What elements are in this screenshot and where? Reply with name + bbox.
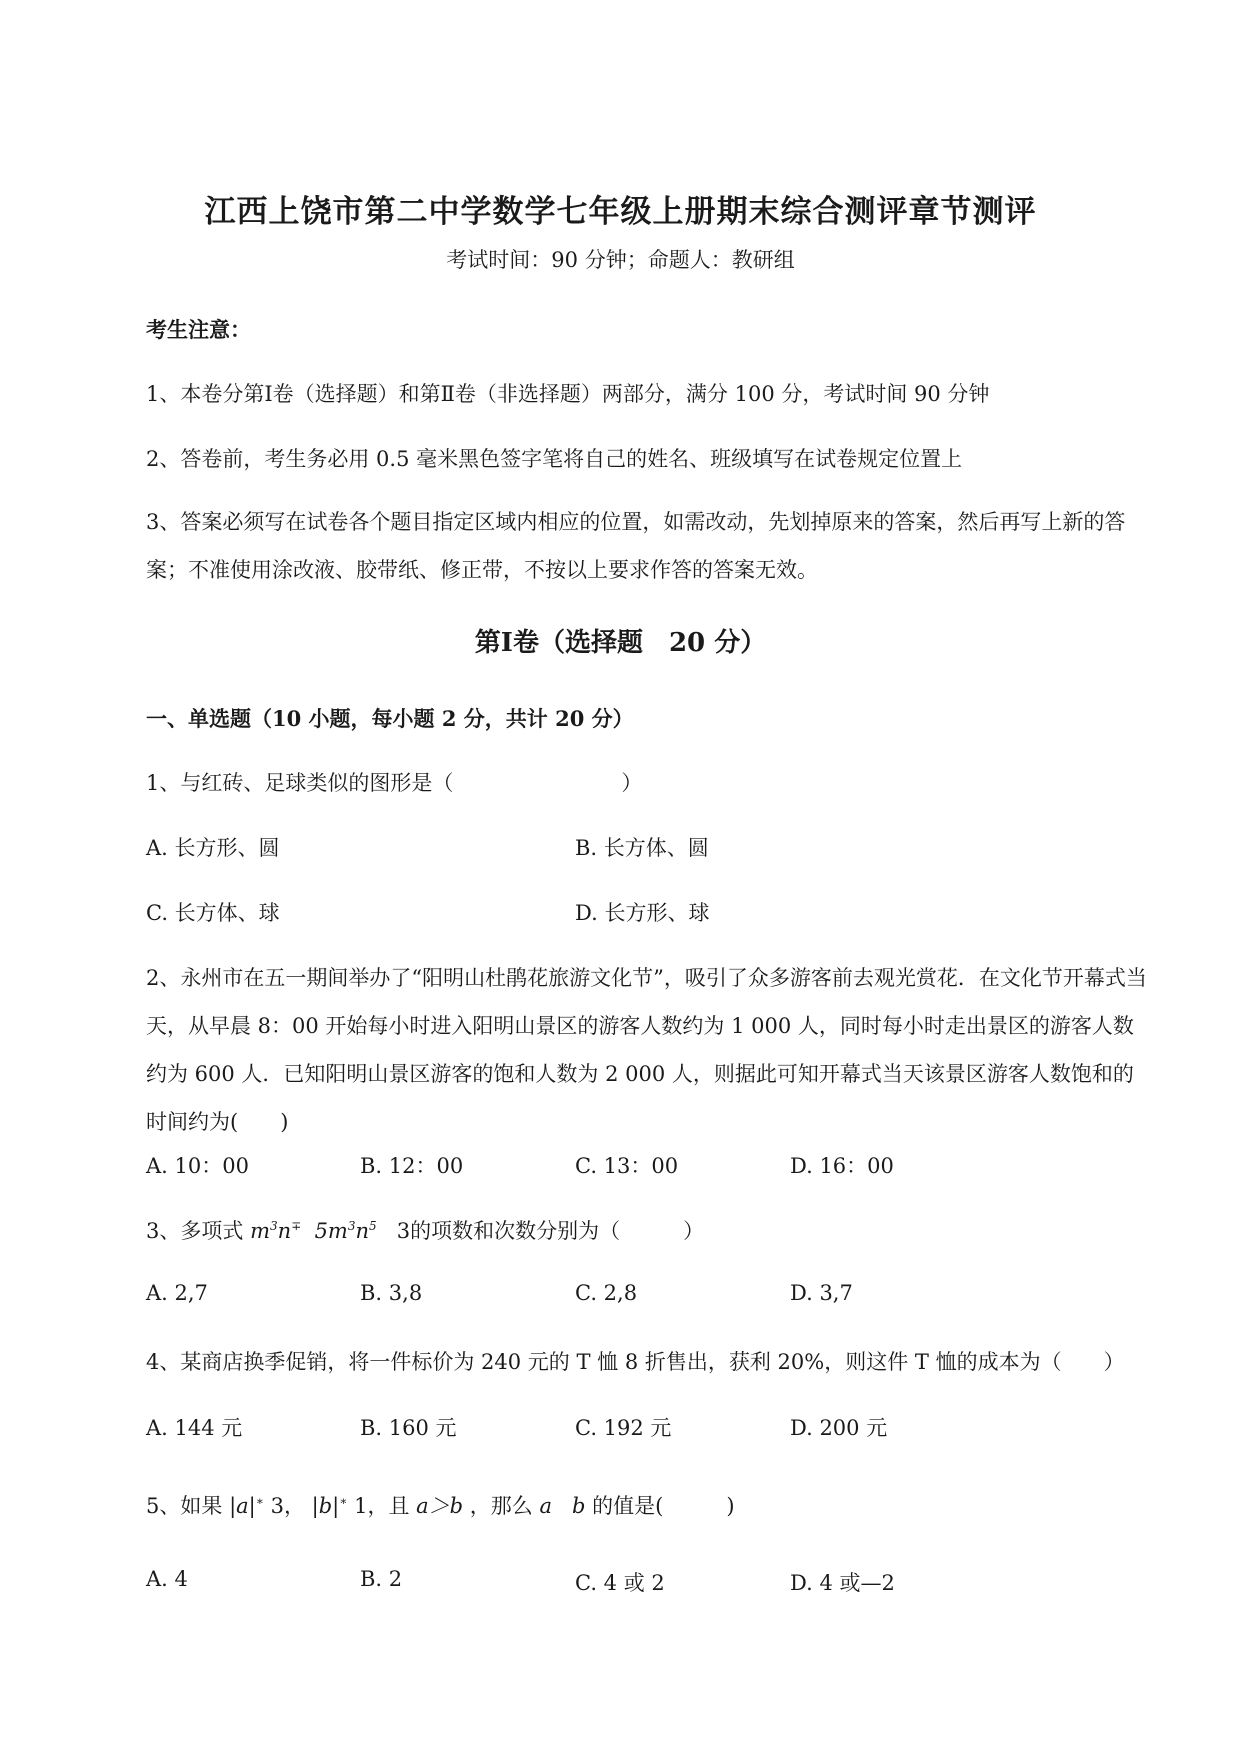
question-3-option-c: C. 2,8 xyxy=(575,1281,638,1305)
question-4-option-d: D. 200 元 xyxy=(790,1416,888,1440)
notice-item-3: 3、答案必须写在试卷各个题目指定区域内相应的位置，如需改动，先划掉原来的答案，然后再写上新的答案；不准使用涂改液、胶带纸、修正带，不按以上要求作答的答案无效。 xyxy=(146,510,1126,582)
question-1-stem: 1、与红砖、足球类似的图形是（ ） xyxy=(146,771,643,795)
question-5-option-c: C. 4 或 2 xyxy=(575,1571,665,1595)
question-4-option-a: A. 144 元 xyxy=(146,1416,243,1440)
question-4-option-b: B. 160 元 xyxy=(360,1416,457,1440)
notice-item-2: 2、答卷前，考生务必用 0.5 毫米黑色签字笔将自己的姓名、班级填写在试卷规定位置上 xyxy=(146,447,963,471)
question-5-option-b: B. 2 xyxy=(360,1567,403,1591)
question-3-stem-prefix: 3、多项式 xyxy=(146,1219,244,1243)
abs-a-expression: |a|∗ xyxy=(229,1494,264,1518)
question-5-option-a: A. 4 xyxy=(146,1567,188,1591)
polynomial-expression: $m^3n^\mp$ $5m^3n^5$ xyxy=(250,1219,377,1243)
question-3-option-a: A. 2,7 xyxy=(146,1281,208,1305)
question-2-option-b: B. 12：00 xyxy=(360,1154,464,1178)
exam-title: 江西上饶市第二中学数学七年级上册期末综合测评章节测评 xyxy=(204,194,1037,230)
section-title: 第Ⅰ卷（选择题 20 分） xyxy=(474,628,767,658)
question-2-option-a: A. 10：00 xyxy=(146,1154,249,1178)
question-2-option-d: D. 16：00 xyxy=(790,1154,894,1178)
question-5-stem-mid3: ，那么 xyxy=(469,1494,533,1518)
question-2-option-c: C. 13：00 xyxy=(575,1154,679,1178)
question-2-stem: 2、永州市在五一期间举办了“阳明山杜鹃花旅游文化节”，吸引了众多游客前去观光赏花．在文化节开幕式当天，从早晨 8：00 开始每小时进入阳明山景区的游客人数约为 1 000 人，同时每小时走出景区的游客人数约为 600 人．已知阳明山景区游客的饱和人数为 2 000 人，则据此可知开幕式当天该景区游客人数饱和的时间约为( ) xyxy=(146,966,1147,1134)
exam-subtitle: 考试时间：90 分钟；命题人：教研组 xyxy=(446,248,795,272)
question-1-option-b: B. 长方体、圆 xyxy=(575,836,709,860)
question-3-stem-suffix: 3的项数和次数分别为（ ） xyxy=(396,1219,705,1243)
part-heading: 一、单选题（10 小题，每小题 2 分，共计 20 分） xyxy=(146,706,634,731)
question-4-stem: 4、某商店换季促销，将一件标价为 240 元的 T 恤 8 折售出，获利 20%，则这件 T 恤的成本为（ ） xyxy=(146,1350,1125,1374)
question-3-option-b: B. 3,8 xyxy=(360,1281,423,1305)
question-3-option-d: D. 3,7 xyxy=(790,1281,853,1305)
question-5-stem-suffix: 的值是( ) xyxy=(592,1494,735,1518)
a-greater-b-expression: a＞b xyxy=(416,1494,464,1518)
abs-b-expression: |b|∗ xyxy=(311,1494,348,1518)
question-5-stem-prefix: 5、如果 xyxy=(146,1494,223,1518)
notice-heading: 考生注意： xyxy=(146,317,251,342)
question-1-option-a: A. 长方形、圆 xyxy=(146,836,280,860)
question-5-stem-mid1: 3， xyxy=(270,1494,305,1518)
question-4-option-c: C. 192 元 xyxy=(575,1416,672,1440)
question-5-stem-mid2: 1，且 xyxy=(354,1494,410,1518)
question-5-stem xyxy=(146,1490,735,1520)
notice-item-1: 1、本卷分第Ⅰ卷（选择题）和第Ⅱ卷（非选择题）两部分，满分 100 分，考试时间 90 分钟 xyxy=(146,382,990,406)
question-1-option-c: C. 长方体、球 xyxy=(146,901,280,925)
a-b-expression: a b xyxy=(539,1494,586,1518)
question-1-option-d: D. 长方形、球 xyxy=(575,901,710,925)
question-3-stem xyxy=(146,1215,704,1245)
question-5-option-d: D. 4 或—2 xyxy=(790,1571,895,1595)
